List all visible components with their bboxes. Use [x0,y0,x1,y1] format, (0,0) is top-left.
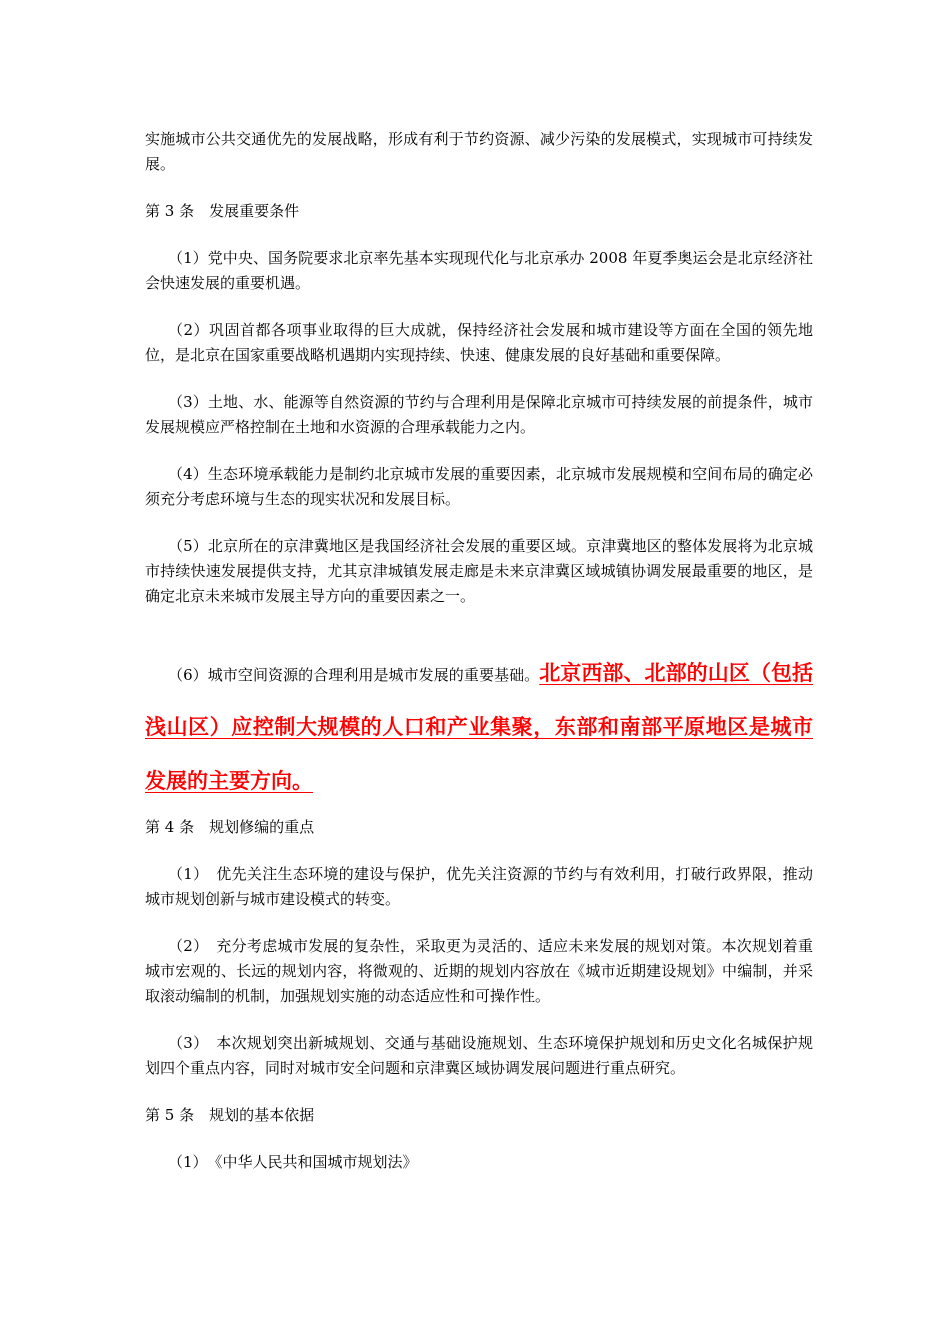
article-3-item-6-lead: （6）城市空间资源的合理利用是城市发展的重要基础。 [168,666,540,684]
article-3-item-4: （4）生态环境承载能力是制约北京城市发展的重要因素，北京城市发展规模和空间布局的确定必须充分考虑环境与生态的现实状况和发展目标。 [145,465,813,508]
article-4-item-1: （1） 优先关注生态环境的建设与保护，优先关注资源的节约与有效利用，打破行政界限，推动城市规划创新与城市建设模式的转变。 [145,865,813,908]
article-5-item-1: （1） 《中华人民共和国城市规划法》 [168,1153,418,1171]
article-4-heading: 第 4 条 规划修编的重点 [145,818,315,836]
highlighted-text: 北京西部、北部的山区（包括浅山区）应控制大规模的人口和产业集聚，东部和南部平原地区是城市发展的主要方向。 [145,660,814,793]
article-3-item-3: （3）土地、水、能源等自然资源的节约与合理利用是保障北京城市可持续发展的前提条件，城市发展规模应严格控制在土地和水资源的合理承载能力之内。 [145,393,813,436]
article-3-item-5: （5）北京所在的京津冀地区是我国经济社会发展的重要区域。京津冀地区的整体发展将为北京城市持续快速发展提供支持，尤其京津城镇发展走廊是未来京津冀区域城镇协调发展最重要的地区，是确定北京未来城市发展主导方向的重要因素之一。 [145,537,813,605]
article-3-item-6 [145,647,813,809]
document-body [145,127,813,1175]
article-3-item-1: （1）党中央、国务院要求北京率先基本实现现代化与北京承办 2008 年夏季奥运会是北京经济社会快速发展的重要机遇。 [145,249,813,292]
article-4-item-2: （2） 充分考虑城市发展的复杂性，采取更为灵活的、适应未来发展的规划对策。本次规划着重城市宏观的、长远的规划内容，将微观的、近期的规划内容放在《城市近期建设规划》中编制，并采取滚动编制的机制，加强规划实施的动态适应性和可操作性。 [145,937,813,1005]
article-5-heading: 第 5 条 规划的基本依据 [145,1106,315,1124]
paragraph-intro: 实施城市公共交通优先的发展战略，形成有利于节约资源、减少污染的发展模式，实现城市可持续发展。 [145,130,813,173]
article-4-item-3: （3） 本次规划突出新城规划、交通与基础设施规划、生态环境保护规划和历史文化名城保护规划四个重点内容，同时对城市安全问题和京津冀区域协调发展问题进行重点研究。 [145,1034,813,1077]
article-3-heading: 第 3 条 发展重要条件 [145,202,300,220]
article-3-item-2: （2）巩固首都各项事业取得的巨大成就，保持经济社会发展和城市建设等方面在全国的领先地位，是北京在国家重要战略机遇期内实现持续、快速、健康发展的良好基础和重要保障。 [145,321,813,364]
